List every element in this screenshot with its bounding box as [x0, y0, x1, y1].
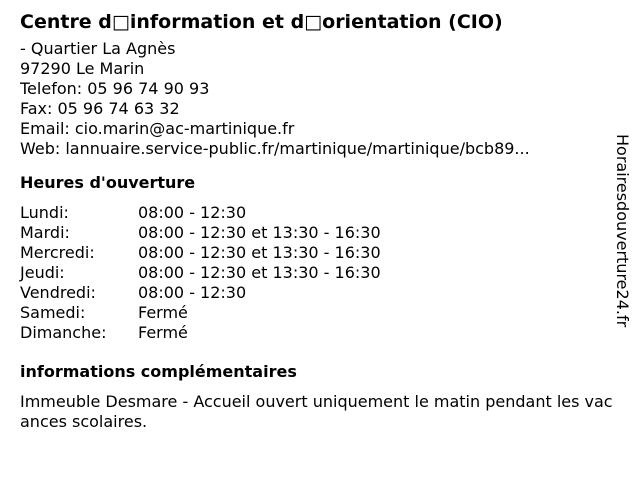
hours-row-wednesday [20, 243, 620, 263]
hours-row-tuesday [20, 223, 620, 243]
day-label: Lundi: [20, 203, 69, 222]
time-value: 08:00 - 12:30 et 13:30 - 16:30 [138, 223, 381, 242]
fax-number: Fax: 05 96 74 63 32 [20, 99, 180, 118]
site-watermark: Horairesdouverture24.fr [613, 134, 632, 328]
day-label: Samedi: [20, 303, 86, 322]
additional-info-text: Immeuble Desmare - Accueil ouvert uniquement le matin pendant les vacances scolaires. [20, 392, 613, 431]
opening-hours-heading: Heures d'ouverture [20, 173, 196, 192]
day-label: Mardi: [20, 223, 70, 242]
day-label: Dimanche: [20, 323, 107, 342]
hours-row-saturday [20, 303, 620, 323]
time-value: 08:00 - 12:30 et 13:30 - 16:30 [138, 263, 381, 282]
hours-row-monday [20, 203, 620, 223]
time-value: Fermé [138, 303, 188, 322]
address-city: 97290 Le Marin [20, 59, 145, 78]
opening-hours-table [20, 203, 620, 343]
hours-row-sunday [20, 323, 620, 343]
time-value: Fermé [138, 323, 188, 342]
additional-info-heading: informations complémentaires [20, 362, 297, 381]
day-label: Jeudi: [20, 263, 65, 282]
address-street: - Quartier La Agnès [20, 39, 176, 58]
day-label: Mercredi: [20, 243, 95, 262]
time-value: 08:00 - 12:30 et 13:30 - 16:30 [138, 243, 381, 262]
time-value: 08:00 - 12:30 [138, 203, 247, 222]
hours-row-friday [20, 283, 620, 303]
page-title: Centre d□information et d□orientation (CIO) [20, 11, 503, 33]
cio-card [20, 9, 620, 432]
time-value: 08:00 - 12:30 [138, 283, 247, 302]
phone-number: Telefon: 05 96 74 90 93 [20, 79, 210, 98]
hours-row-thursday [20, 263, 620, 283]
email-address: Email: cio.marin@ac-martinique.fr [20, 119, 295, 138]
website-link: Web: lannuaire.service-public.fr/martinique/martinique/bcb89... [20, 139, 530, 158]
day-label: Vendredi: [20, 283, 96, 302]
